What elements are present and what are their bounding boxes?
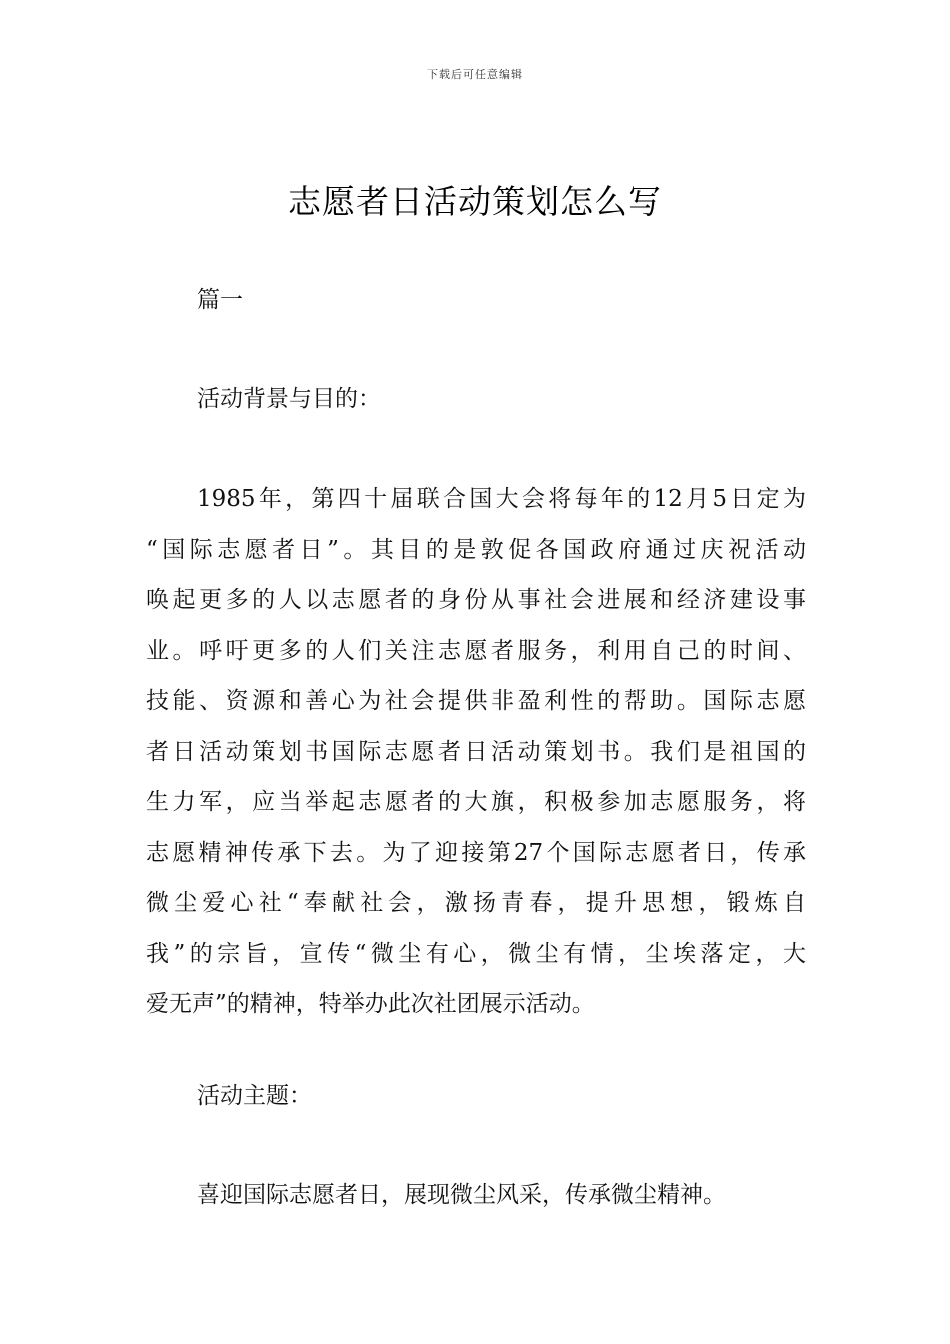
paragraph-line: 生力军，应当举起志愿者的大旗，积极参加志愿服务，将 bbox=[146, 789, 806, 815]
section-label: 篇一 bbox=[197, 287, 243, 313]
theme-heading: 活动主题： bbox=[197, 1083, 312, 1109]
document-title: 志愿者日活动策划怎么写 bbox=[288, 182, 662, 221]
paragraph-line: 我”的宗旨，宣传“微尘有心，微尘有情，尘埃落定，大 bbox=[146, 940, 806, 967]
background-paragraph bbox=[146, 481, 806, 1037]
paragraph-line: 唤起更多的人以志愿者的身份从事社会进展和经济建设事 bbox=[146, 587, 806, 613]
paragraph-line: “国际志愿者日”。其目的是敦促各国政府通过庆祝活动 bbox=[146, 536, 806, 563]
paragraph-line: 者日活动策划书国际志愿者日活动策划书。我们是祖国的 bbox=[146, 738, 806, 765]
header-note: 下载后可任意编辑 bbox=[427, 68, 523, 81]
background-heading: 活动背景与目的： bbox=[197, 386, 381, 412]
theme-text: 喜迎国际志愿者日，展现微尘风采，传承微尘精神。 bbox=[197, 1182, 726, 1208]
paragraph-line: 微尘爱心社“奉献社会，激扬青春，提升思想，锻炼自 bbox=[146, 890, 806, 916]
paragraph-line: 业。呼吁更多的人们关注志愿者服务，利用自己的时间、 bbox=[146, 637, 806, 664]
paragraph-line: 爱无声”的精神，特举办此次社团展示活动。 bbox=[146, 991, 595, 1017]
paragraph-line: 1985年，第四十届联合国大会将每年的12月5日定为 bbox=[197, 486, 806, 512]
paragraph-line: 志愿精神传承下去。为了迎接第27个国际志愿者日，传承 bbox=[146, 839, 806, 866]
paragraph-line: 技能、资源和善心为社会提供非盈利性的帮助。国际志愿 bbox=[146, 688, 806, 714]
